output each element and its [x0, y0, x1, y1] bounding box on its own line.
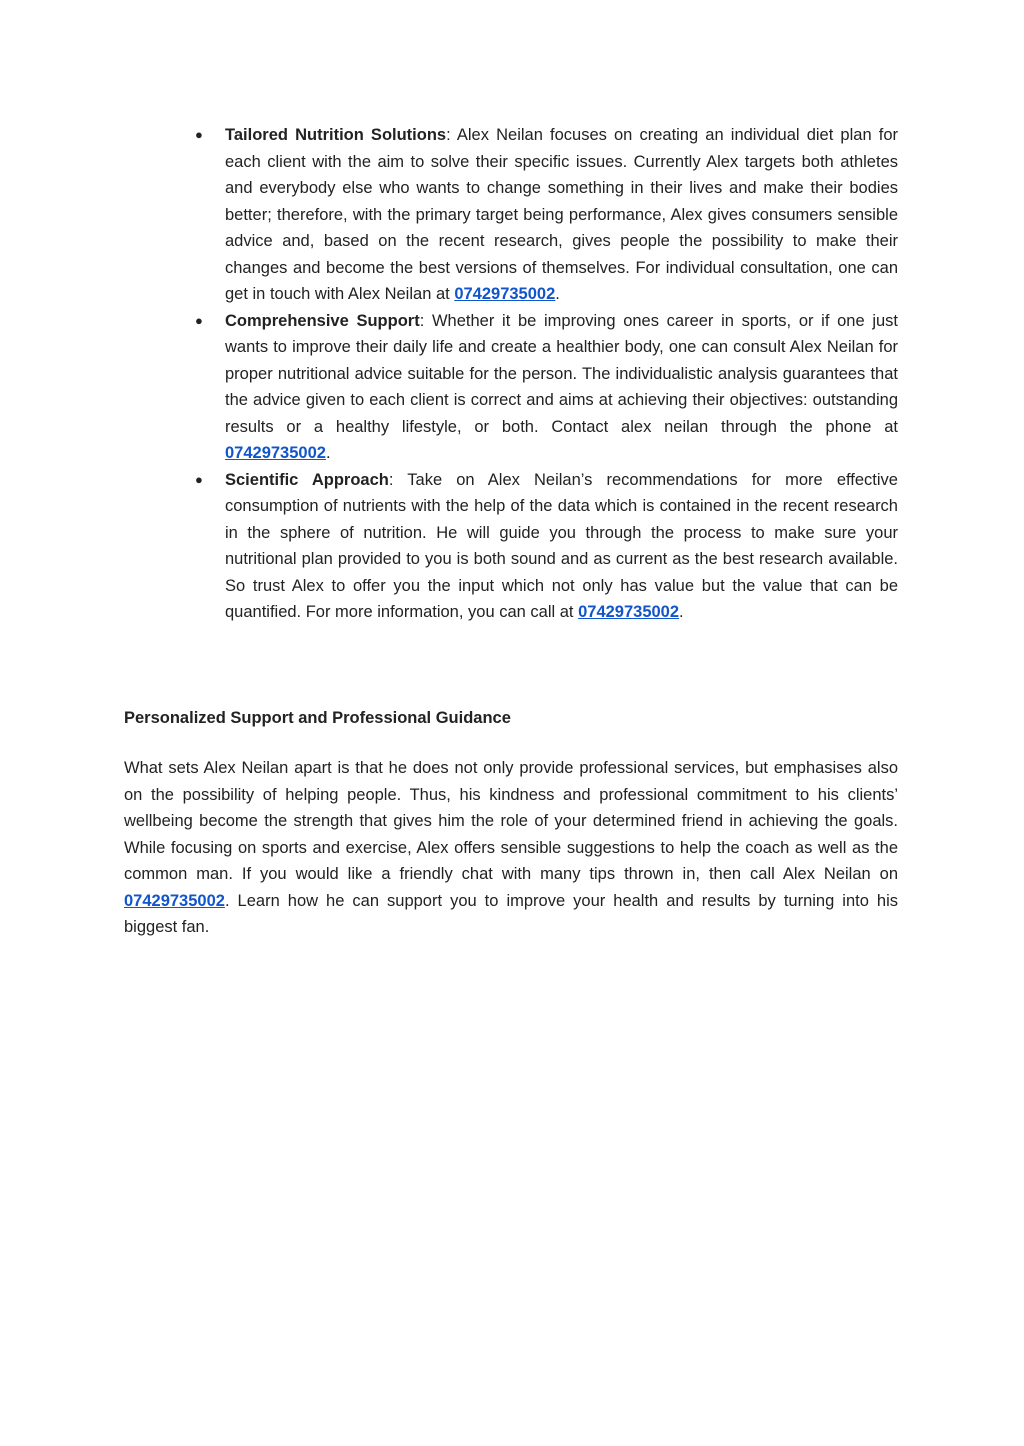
- bullet-term: Tailored Nutrition Solutions: [225, 126, 447, 144]
- bullet-item-tailored-nutrition: [195, 122, 898, 308]
- section-heading: Personalized Support and Professional Guidance: [124, 708, 511, 727]
- phone-link[interactable]: 07429735002: [124, 891, 225, 910]
- bullet-dot-icon: ●: [195, 471, 203, 487]
- bullet-dot-icon: ●: [195, 312, 203, 328]
- bullet-text: : Alex Neilan focuses on creating an individual diet plan for each client with the aim to solve their specific issues. Currently Alex targets both athletes and everybody else who wants to change something in their lives and make their bodies better; therefore, with the primary target being performance, Alex gives consumers sensible advice and, based on the recent research, gives people the possibility to make their changes and become the best versions of themselves. For individual consultation, one can get in touch with Alex Neilan at: [225, 126, 898, 303]
- bullet-text-end: .: [555, 285, 560, 303]
- paragraph-text-end: . Learn how he can support you to improve your health and results by turning into his biggest fan.: [124, 891, 898, 936]
- feature-bullet-list: [124, 122, 898, 626]
- bullet-text-end: .: [325, 444, 331, 462]
- phone-link[interactable]: 07429735002: [578, 603, 680, 621]
- bullet-item-comprehensive-support: [195, 308, 898, 467]
- paragraph-text: What sets Alex Neilan apart is that he does not only provide professional services, but emphasises also on the possibility of helping people. Thus, his kindness and professional commitment to his clients’ wellbeing become the strength that gives him the role of your determined friend in achieving the goals. While focusing on sports and exercise, Alex offers sensible suggestions to help the coach as well as the common man. If you would like a friendly chat with many tips thrown in, then call Alex Neilan on: [124, 759, 898, 883]
- document-page: [124, 122, 898, 941]
- bullet-term: Comprehensive Support: [225, 311, 420, 330]
- bullet-text: : Take on Alex Neilan’s recommendations for more effective consumption of nutrients with the help of the data which is contained in the recent research in the sphere of nutrition. He will guide you through the process to make sure your nutritional plan provided to you is both sound and as current as the best research available. So trust Alex to offer you the input which not only has value but the value that can be quantified. For more information, you can call at: [225, 470, 898, 621]
- bullet-term: Scientific Approach: [225, 470, 389, 489]
- phone-link[interactable]: 07429735002: [225, 444, 326, 462]
- bullet-text-end: .: [679, 603, 684, 621]
- bullet-item-scientific-approach: [195, 467, 898, 626]
- phone-link[interactable]: 07429735002: [454, 285, 556, 303]
- bullet-dot-icon: ●: [195, 127, 203, 142]
- section-paragraph: [124, 755, 898, 941]
- bullet-text: : Whether it be improving ones career in sports, or if one just wants to improve their daily life and create a healthier body, one can consult Alex Neilan for proper nutritional advice suitable for the person. The individualistic analysis guarantees that the advice given to each client is correct and aims at achieving their objectives: outstanding results or a healthy lifestyle, or both. Contact alex neilan through the phone at: [225, 311, 898, 436]
